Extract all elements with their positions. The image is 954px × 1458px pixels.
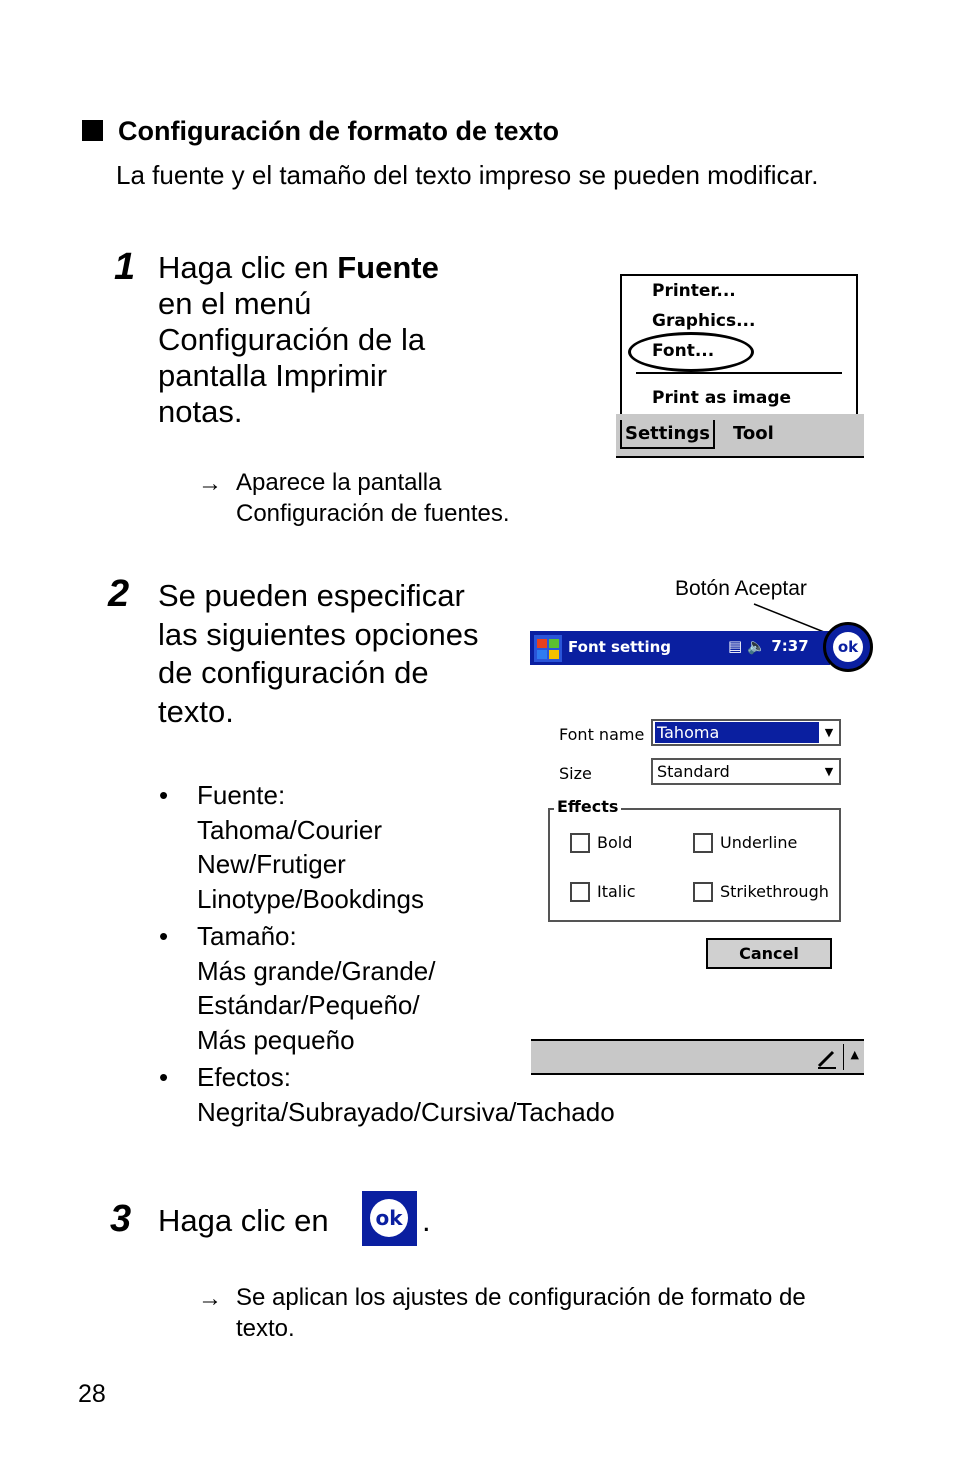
ok-button-callout: Botón Aceptar [675, 577, 807, 600]
italic-checkbox[interactable] [570, 882, 590, 902]
underline-checkbox[interactable] [693, 833, 713, 853]
settings-menu-popup [620, 274, 858, 416]
window-title: Font setting [568, 638, 672, 656]
bullet-line: Más grande/Grande/ [197, 955, 436, 986]
step-2-text: Se pueden especificar las siguientes opciones de configuración de texto. [158, 578, 479, 729]
bullet-line: Negrita/Subrayado/Cursiva/Tachado [197, 1096, 615, 1127]
effects-label: Effects [554, 797, 621, 816]
intro-text: La fuente y el tamaño del texto impreso se pueden modificar. [116, 160, 819, 190]
step-3-arrow: → [198, 1285, 222, 1312]
step-3-number: 3 [110, 1198, 132, 1240]
bullet-line: Estándar/Pequeño/ [197, 990, 420, 1020]
size-value: Standard [657, 762, 730, 781]
bullet-label: Fuente: [197, 780, 286, 810]
bullet-label: Tamaño: [197, 921, 297, 951]
input-bar-divider [843, 1044, 844, 1070]
step-1-text-before: Haga clic en [158, 250, 338, 285]
bullet-dot: • [159, 1062, 169, 1092]
menu-item-print-as-image[interactable]: Print as image [652, 388, 792, 408]
underline-label: Underline [720, 833, 798, 852]
ok-icon-label: ok [370, 1199, 408, 1237]
heading-square-icon [82, 120, 103, 141]
pen-input-icon[interactable] [816, 1046, 838, 1070]
font-name-select[interactable] [651, 719, 841, 746]
bullet-dot: • [159, 780, 169, 810]
strikethrough-label: Strikethrough [720, 882, 829, 901]
chevron-down-icon[interactable]: ▼ [824, 765, 834, 778]
input-menu-arrow-icon[interactable]: ▲ [850, 1048, 859, 1061]
bold-label: Bold [597, 833, 633, 852]
section-heading: Configuración de formato de texto [118, 116, 560, 146]
page-number: 28 [78, 1380, 106, 1408]
strikethrough-checkbox[interactable] [693, 882, 713, 902]
input-bar [531, 1039, 864, 1075]
font-name-label: Font name [559, 725, 645, 744]
cancel-button[interactable]: Cancel [706, 938, 832, 969]
clock: 7:37 [771, 637, 809, 655]
tab-tool[interactable]: Tool [733, 423, 774, 444]
menu-item-font[interactable]: Font... [652, 341, 715, 361]
italic-label: Italic [597, 882, 636, 901]
menu-item-printer[interactable]: Printer... [652, 281, 736, 301]
bullet-line: Linotype/Bookdings [197, 883, 424, 914]
bullet-line: New/Frutiger [197, 849, 346, 879]
tab-settings[interactable]: Settings [620, 420, 715, 449]
font-highlight-circle [628, 332, 754, 372]
bold-checkbox[interactable] [570, 833, 590, 853]
list-item [159, 919, 677, 1057]
ok-icon [362, 1191, 417, 1246]
ok-button[interactable]: ok [833, 632, 863, 662]
menu-separator [636, 372, 842, 374]
step-3-period: . [422, 1203, 431, 1238]
size-select[interactable] [651, 758, 841, 785]
effects-group [548, 808, 841, 922]
bullet-label: Efectos: [197, 1062, 291, 1092]
speaker-icon[interactable]: 🔈 [747, 637, 767, 655]
step-1-text-after: en el menú Configuración de la pantalla Imprimir notas. [158, 286, 426, 429]
step-1-result-line-1: Aparece la pantalla [236, 469, 442, 496]
step-3-result: Se aplican los ajustes de configuración de formato de texto. [236, 1284, 806, 1342]
size-label: Size [559, 764, 592, 783]
step-1-number: 1 [114, 246, 136, 288]
font-name-value: Tahoma [655, 722, 819, 743]
bullet-line: Más pequeño [197, 1024, 355, 1055]
menu-bar [616, 414, 864, 458]
step-1-result-line-2: Configuración de fuentes. [236, 500, 510, 527]
bullet-dot: • [159, 921, 169, 951]
step-1-arrow: → [198, 470, 222, 497]
chevron-down-icon[interactable]: ▼ [824, 726, 834, 739]
windows-start-icon[interactable] [534, 635, 562, 662]
bullet-line: Tahoma/Courier [197, 814, 382, 845]
status-area [728, 637, 809, 655]
connection-icon: ▤ [728, 637, 743, 655]
ok-button-highlight [823, 622, 873, 672]
step-2-number: 2 [108, 573, 130, 615]
step-1-text [158, 250, 478, 430]
title-bar [530, 631, 830, 665]
step-1-result [236, 467, 510, 529]
menu-item-graphics[interactable]: Graphics... [652, 311, 756, 331]
step-1-text-bold: Fuente [337, 250, 439, 285]
step-3-text: Haga clic en [158, 1203, 329, 1238]
